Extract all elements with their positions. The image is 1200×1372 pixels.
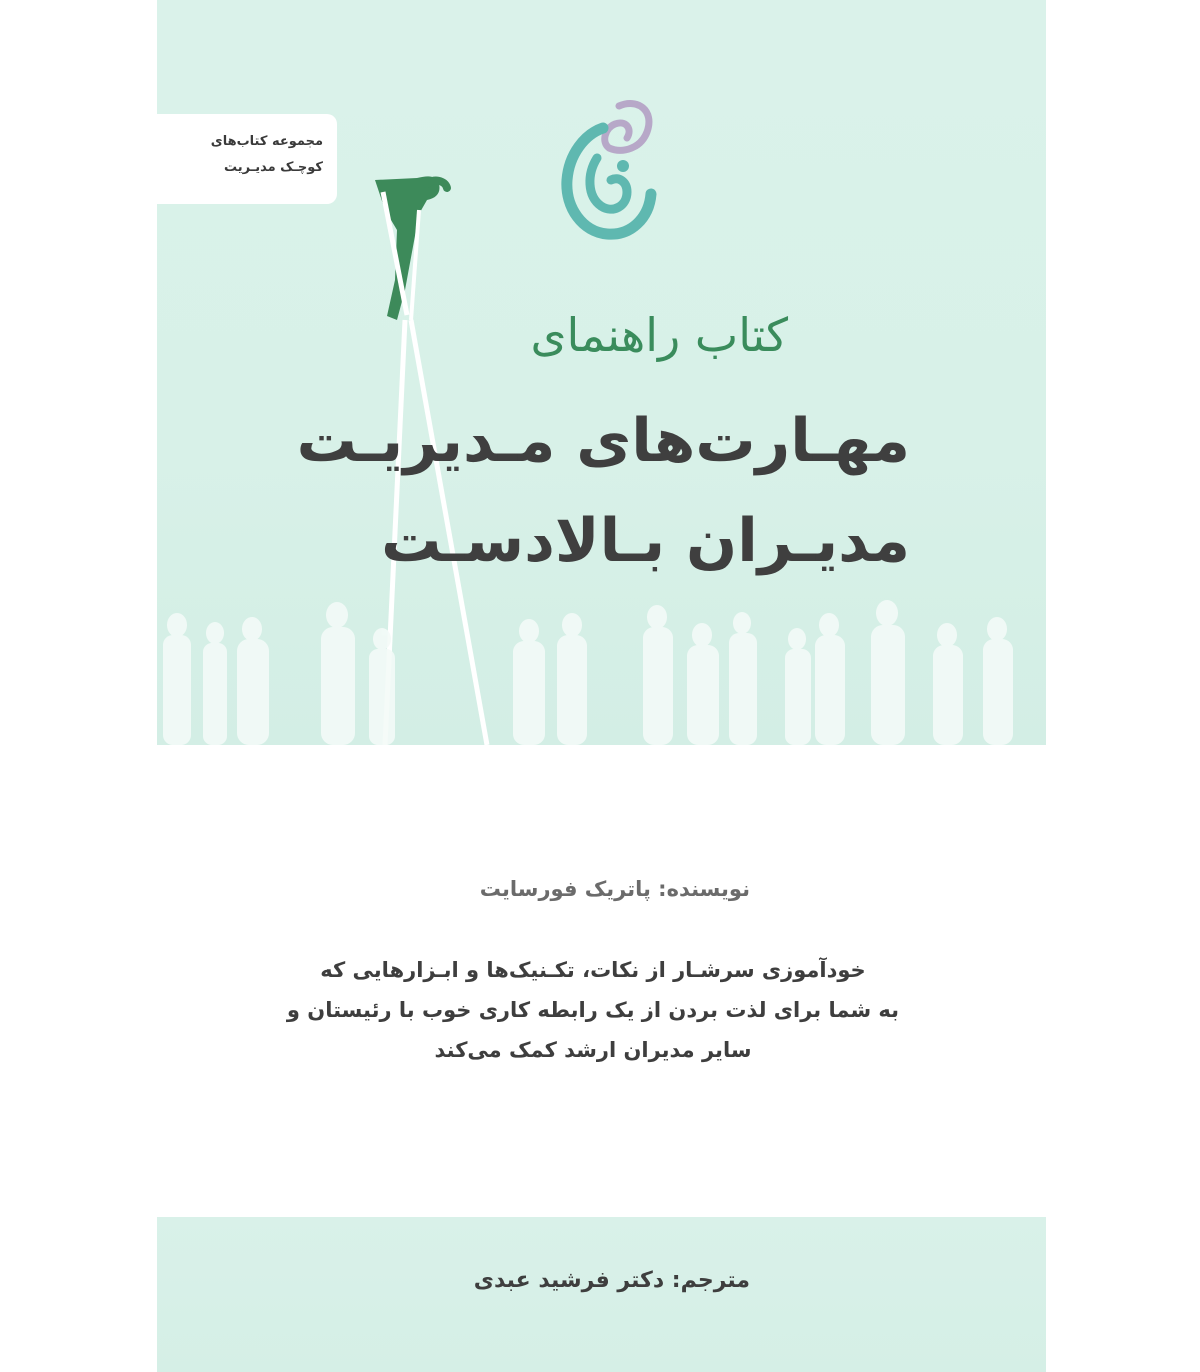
book-title-line2: مدیـران بـالادسـت — [381, 506, 910, 576]
crowd-silhouettes-illustration — [157, 595, 1046, 745]
book-subtitle: کتاب راهنمای — [530, 308, 788, 362]
author-name: نویسنده: پاتریک فورسایت — [479, 877, 750, 901]
book-title-line1: مهـارت‌های مـدیریـت — [296, 406, 910, 476]
description-line2: به شما برای لذت بردن از یک رابطه کاری خوب با رئیستان و — [286, 998, 900, 1022]
series-label-line1: مجموعه کتاب‌های — [210, 134, 323, 149]
description-line3: سایر مدیران ارشد کمک می‌کند — [434, 1038, 752, 1062]
description-line1: خودآموزی سرشـار از نکات، تکـنیک‌ها و ابـزارهایی که — [320, 958, 866, 982]
book-description — [283, 950, 903, 1070]
translator-name: مترجم: دکتر فرشید عبدی — [473, 1268, 750, 1293]
cover-top-panel — [157, 0, 1046, 745]
book-cover — [157, 0, 1046, 1372]
cover-bottom-band — [157, 1217, 1046, 1372]
series-label-line2: کوچـک مدیـریت — [224, 160, 323, 175]
series-label-box — [157, 114, 337, 204]
publisher-logo-icon — [557, 98, 657, 243]
